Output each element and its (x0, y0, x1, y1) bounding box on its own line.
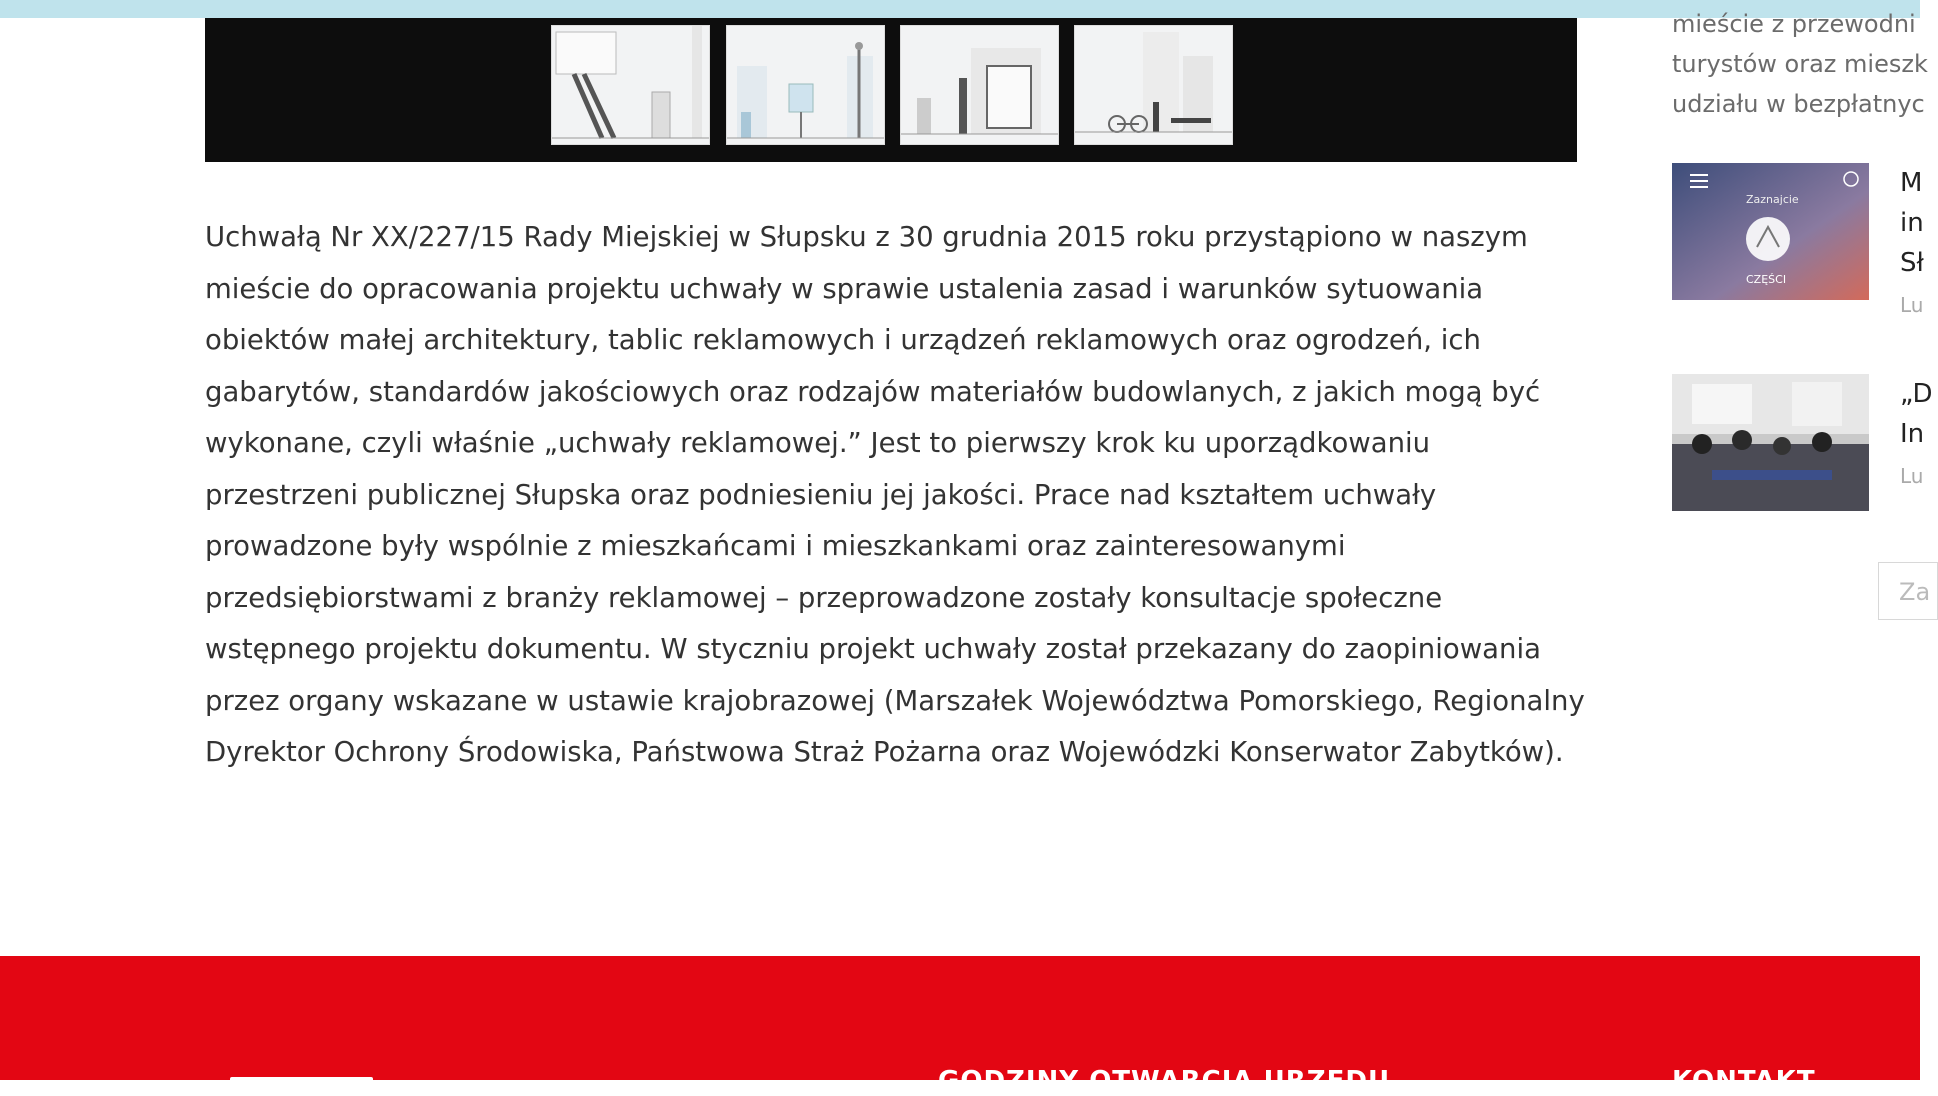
sidebar-post-meta: Lu (1900, 464, 1924, 488)
top-strip (0, 0, 1920, 18)
sidebar-intro-line: mieście z przewodni (1672, 10, 1916, 38)
sidebar-post-meta: Lu (1900, 293, 1924, 317)
sidebar-post-title-line[interactable]: M (1900, 168, 1923, 198)
sidebar-post-thumbnail[interactable] (1672, 374, 1869, 511)
thumb-label: Zaznajcie (1746, 193, 1799, 206)
bench-bike-illustration-icon (1075, 26, 1232, 144)
city-pole-illustration-icon (727, 26, 884, 144)
sidebar-search-input[interactable]: Za (1878, 562, 1938, 620)
gallery-thumbnail[interactable] (551, 25, 710, 145)
sidebar-intro-text (1672, 4, 1932, 124)
article-body (205, 212, 1585, 779)
footer (0, 956, 1920, 1096)
billboard-illustration-icon (552, 26, 709, 144)
image-gallery (205, 18, 1577, 162)
gallery-thumbnail[interactable] (900, 25, 1059, 145)
sidebar-post-title-line[interactable]: „D (1900, 379, 1933, 409)
gallery-thumbnail[interactable] (726, 25, 885, 145)
sidebar-post-title-line[interactable]: in (1900, 208, 1924, 238)
thumb-caption: CZĘŚCI (1746, 273, 1787, 286)
sidebar-post-thumbnail[interactable] (1672, 163, 1869, 300)
sidebar-intro-line: turystów oraz mieszk (1672, 50, 1928, 78)
footer-heading-contact: KONTAKT (1672, 1066, 1816, 1096)
sidebar-intro-line: udziału w bezpłatnyc (1672, 90, 1925, 118)
footer-logo[interactable] (230, 1077, 373, 1083)
sidebar-post-title-line[interactable]: Sł (1900, 248, 1924, 278)
sidebar-post-title-line[interactable]: In (1900, 419, 1925, 449)
footer-heading-hours: GODZINY OTWARCIA URZĘDU (938, 1066, 1391, 1096)
advert-board-illustration-icon (901, 26, 1058, 144)
classroom-photo-icon (1672, 374, 1869, 511)
gallery-thumbnail[interactable] (1074, 25, 1233, 145)
article-paragraph: Uchwałą Nr XX/227/15 Rady Miejskiej w Słupsku z 30 grudnia 2015 roku przystąpiono w naszym mieście do opracowania projektu uchwały w sprawie ustalenia zasad i warunków sytuowania obiektów małej architektury, tablic reklamowych i urządzeń reklamowych oraz ogrodzeń, ich gabarytów, standardów jakościowych oraz rodzajów materiałów budowlanych, z jakich mogą być wykonane, czyli właśnie „uchwały reklamowej.” Jest to pierwszy krok ku uporządkowaniu przestrzeni publicznej Słupska oraz podniesieniu jej jakości. Prace nad kształtem uchwały prowadzone były wspólnie z mieszkańcami i mieszkankami oraz zainteresowanymi przedsiębiorstwami z branży reklamowej – przeprowadzone zostały konsultacje społeczne wstępnego projektu dokumentu. W styczniu projekt uchwały został przekazany do zaopiniowania przez organy wskazane w ustawie krajobrazowej (Marszałek Województwa Pomorskiego, Regionalny Dyrektor Ochrony Środowiska, Państwowa Straż Pożarna oraz Wojewódzki Konserwator Zabytków). (205, 221, 1585, 768)
